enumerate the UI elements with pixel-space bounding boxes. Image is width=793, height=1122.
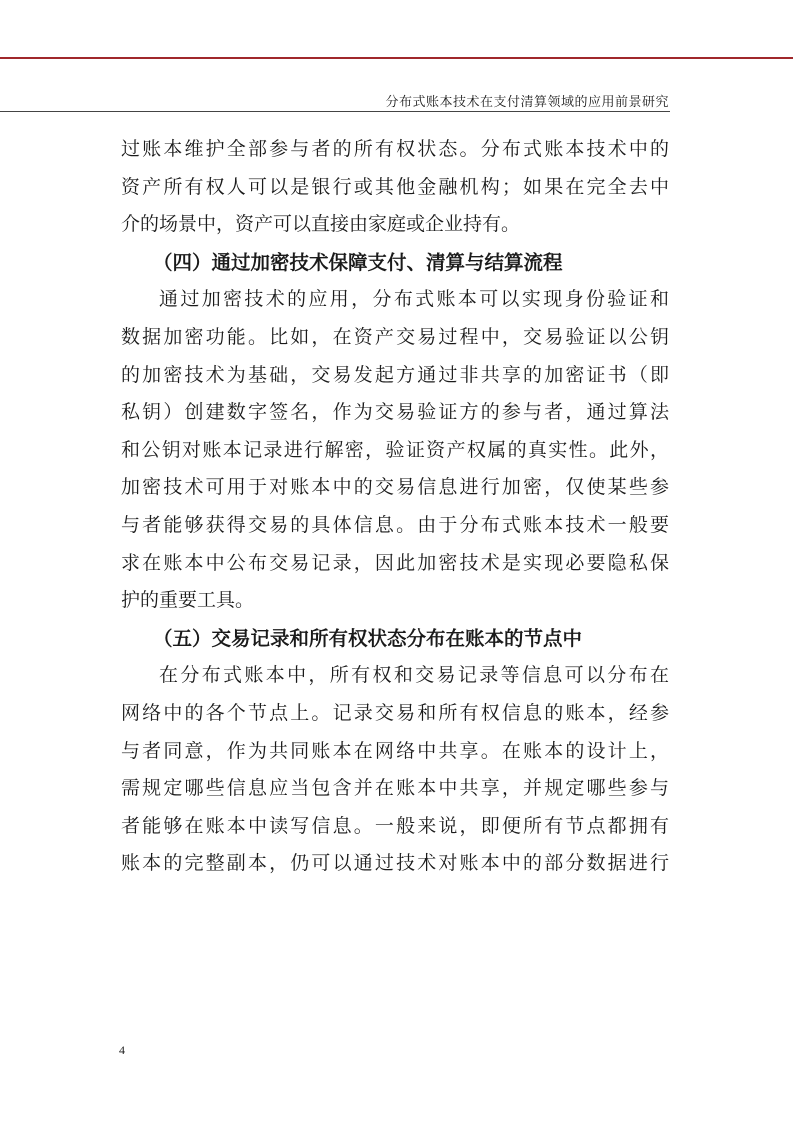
paragraph-line: 护的重要工具。: [121, 589, 255, 612]
paragraph-line: 过账本维护全部参与者的所有权状态。分布式账本技术中的: [121, 138, 669, 160]
section-heading-4: （四）通过加密技术保障支付、清算与结算流程: [153, 250, 563, 274]
paragraph-line: 与者同意，作为共同账本在网络中共享。在账本的设计上，: [121, 739, 669, 762]
paragraph-line: 加密技术可用于对账本中的交易信息进行加密，仅使某些参: [121, 476, 669, 499]
header-accent-rule: [0, 57, 793, 59]
section-heading-5: （五）交易记录和所有权状态分布在账本的节点中: [153, 626, 583, 650]
paragraph-line: 介的场景中，资产可以直接由家庭或企业持有。: [121, 213, 521, 236]
paragraph-line: 在分布式账本中，所有权和交易记录等信息可以分布在: [159, 664, 669, 687]
paragraph-line: 求在账本中公布交易记录，因此加密技术是实现必要隐私保: [121, 551, 669, 574]
running-header-rule: [0, 111, 670, 112]
page-number: 4: [119, 1043, 125, 1057]
paragraph-line: 数据加密功能。比如，在资产交易过程中，交易验证以公钥: [121, 325, 669, 348]
paragraph-line: 需规定哪些信息应当包含并在账本中共享，并规定哪些参与: [121, 777, 669, 800]
paragraph-line: 账本的完整副本，仍可以通过技术对账本中的部分数据进行: [121, 852, 669, 875]
paragraph-line: 者能够在账本中读写信息。一般来说，即便所有节点都拥有: [121, 814, 669, 837]
paragraph-line: 通过加密技术的应用，分布式账本可以实现身份验证和: [159, 288, 669, 311]
paragraph-line: 和公钥对账本记录进行解密，验证资产权属的真实性。此外，: [121, 438, 669, 461]
page-body: [121, 131, 669, 883]
paragraph-line: 资产所有权人可以是银行或其他金融机构；如果在完全去中: [121, 175, 669, 198]
paragraph-line: 私钥）创建数字签名，作为交易验证方的参与者，通过算法: [121, 401, 669, 424]
paragraph-line: 的加密技术为基础，交易发起方通过非共享的加密证书（即: [121, 363, 669, 386]
paragraph-line: 与者能够获得交易的具体信息。由于分布式账本技术一般要: [121, 513, 669, 536]
running-header-title: 分布式账本技术在支付清算领域的应用前景研究: [385, 95, 669, 110]
paragraph-line: 网络中的各个节点上。记录交易和所有权信息的账本，经参: [121, 701, 669, 724]
